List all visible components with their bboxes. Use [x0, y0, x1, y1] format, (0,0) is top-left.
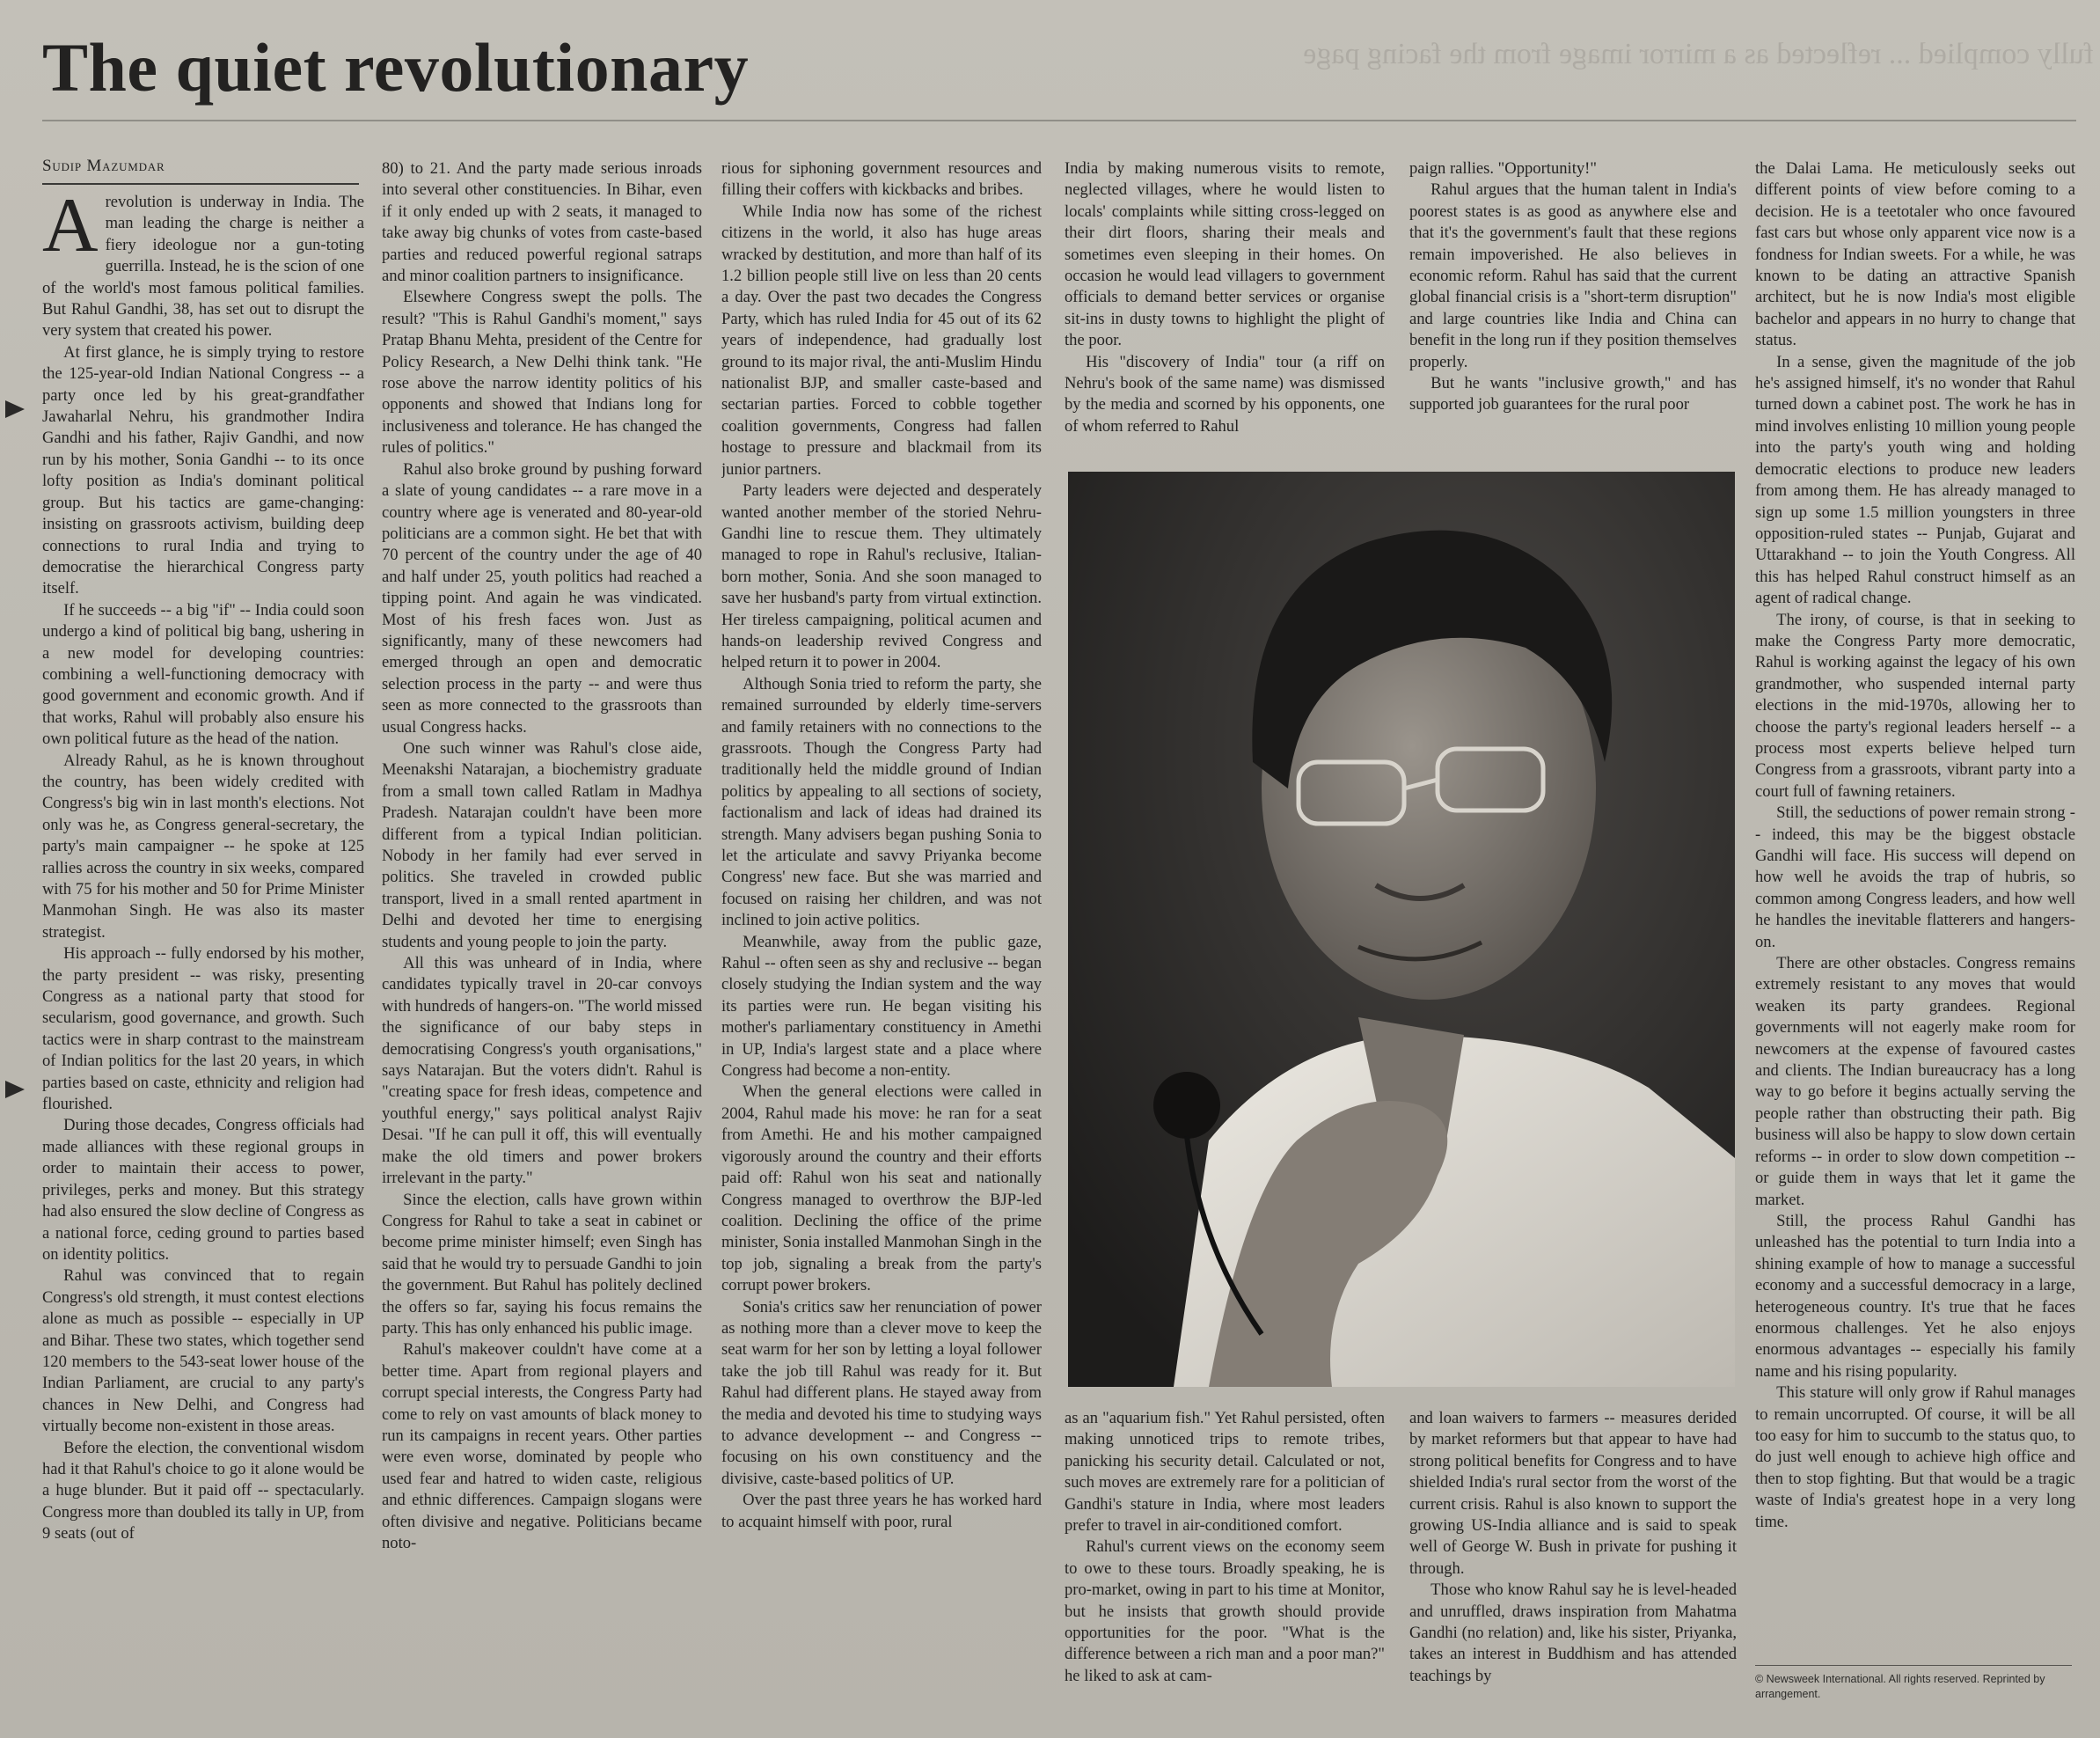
paragraph: Meanwhile, away from the public gaze, Rahul -- often seen as shy and reclusive -- began closely studying the Indian system and the way its parties were run. He began visiting his mother's parliamentary constituency in Amethi in UP, India's largest state and a place where Congress had become a non-entity. [721, 932, 1042, 1081]
paragraph: His approach -- fully endorsed by his mother, the party president -- was risky, presenting Congress as a national party that stood for secularism, good governance, and growth. Such tactics were in sharp contrast to the mainstream of Indian politics for the last 20 years, in which parties based on caste, ethnicity and religion had flourished. [42, 944, 364, 1114]
paragraph: Sonia's critics saw her renunciation of power as nothing more than a clever move to keep the seat warm for her son by letting a loyal follower take the job till Rahul was ready for it. But Rahul had different plans. He stayed away from the media and devoted his time to studying ways to advance development -- and Congress -- focusing on his own constituency and the divisive, caste-based politics of UP. [721, 1297, 1042, 1488]
paragraph: Rahul was convinced that to regain Congress's old strength, it must contest elections alone as much as possible -- especially in UP and Bihar. These two states, which together send 120 members to the 543-seat lower house of the Indian Parliament, are crucial to any party's chances in New Delhi, and Congress had virtually become non-existent in those areas. [42, 1266, 364, 1436]
paragraph: When the general elections were called in 2004, Rahul made his move: he ran for a seat from Amethi. He and his mother campaigned vigorously around the country and their efforts paid off: Rahul won his seat and nationally Congress managed to overthrow the BJP-led coalition. Declining the office of the prime minister, Sonia installed Manmohan Singh in the top job, signaling a break from the party's corrupt power brokers. [721, 1082, 1042, 1295]
paragraph: Rahul argues that the human talent in India's poorest states is as good as anywhere else and that it's the government's fault that these regions remain impoverished. He also believes in economic reform. Rahul has said that the current global financial crisis is a "short-term disruption" and large countries like India and China can benefit in the long run if they position themselves properly. [1409, 180, 1737, 371]
paragraph: Still, the process Rahul Gandhi has unleashed has the potential to turn India into a shining example of how to manage a successful economy and a successful democracy in a large, heterogeneous country. It's true that he faces enormous challenges. Yet he also enjoys enormous advantages -- especially his family name and his rising popularity. [1755, 1211, 2075, 1381]
paragraph: Since the election, calls have grown within Congress for Rahul to take a seat in cabinet or become prime minister himself; even Singh has said that he would try to persuade Gandhi to join the government. But Rahul has politely declined the offers so far, saying his focus remains the party. This has only enhanced his public image. [382, 1190, 702, 1338]
paragraph: At first glance, he is simply trying to restore the 125-year-old Indian National Congress -- a party once led by his great-grandfather Jawaharlal Nehru, his grandmother Indira Gandhi and his father, Rajiv Gandhi, and now run by his mother, Sonia Gandhi -- to its once lofty position as India's dominant political group. But his tactics are game-changing: insisting on grassroots activism, building deep connections to rural India and trying to democratise the hierarchical Congress party itself. [42, 342, 364, 598]
paragraph: Rahul also broke ground by pushing forward a slate of young candidates -- a rare move in a country where age is venerated and 80-year-old politicians are a common sight. He bet that with 70 percent of the country under the age of 40 and half under 25, youth politics had reached a tipping point. And again he was vindicated. Most of his fresh faces won. Just as significantly, many of these newcomers had emerged through an open and democratic selection process in the party -- and were thus seen as more connected to the grassroots than usual Congress hacks. [382, 459, 702, 737]
copyright-credit: © Newsweek International. All rights reserved. Reprinted by arrangement. [1755, 1673, 2045, 1700]
article-column-1 [42, 192, 364, 1705]
article-column-4-top [1065, 158, 1385, 453]
portrait-photo [1068, 472, 1735, 1387]
byline: Sudip Mazumdar [42, 157, 359, 185]
article-column-5-top [1409, 158, 1737, 453]
paragraph: There are other obstacles. Congress remains extremely resistant to any moves that would weaken its party grandees. Regional governments will not eagerly make room for newcomers at the expense of favoured castes and clients. The Indian bureaucracy has a long way to go before it begins actually serving the people rather than obstructing their path. Big business will also be happy to slow down certain reforms -- in order to slow down competition -- or guide them in ways that let it game the market. [1755, 954, 2075, 1209]
article-column-3 [721, 158, 1042, 1707]
paragraph: and loan waivers to farmers -- measures derided by market reformers but that appear to have had strong political benefits for Congress and to have shielded India's rural sector from the worst of the current crisis. Rahul is also known to support the growing US-India alliance and is said to speak well of George W. Bush in private for pushing it through. [1409, 1409, 1737, 1578]
paragraph: One such winner was Rahul's close aide, Meenakshi Natarajan, a biochemistry graduate from a small town called Ratlam in Madhya Pradesh. Natarajan couldn't have been more different from a typical Indian politician. Nobody in her family had ever served in politics. She traveled in crowded public transport, lived in a small rented apartment in Delhi and devoted her time to energising students and young people to join the party. [382, 738, 702, 951]
paragraph: Over the past three years he has worked hard to acquaint himself with poor, rural [721, 1491, 1042, 1531]
headline: The quiet revolutionary [42, 29, 750, 106]
paragraph: All this was unheard of in India, where candidates typically travel in 20-car convoys with hundreds of hangers-on. "The world missed the significance of our baby steps in democratising Congress's youth organisations," says Natarajan. But the voters didn't. Rahul is "creating space for fresh ideas, competence and youthful energy," says political analyst Rajiv Desai. "If he can pull it off, this will eventually make the old timers and power brokers irrelevant in the party." [382, 954, 702, 1188]
article-column-6 [1755, 158, 2075, 1654]
paragraph: During those decades, Congress officials had made alliances with these regional groups in order to maintain their access to power, privileges, perks and money. But this strategy had also ensured the slow decline of Congress as a national force, ceding ground to parties based on identity politics. [42, 1116, 364, 1264]
paragraph: In a sense, given the magnitude of the job he's assigned himself, it's no wonder that Rahul turned down a cabinet post. The work he has in mind involves enlisting 10 million young people into the party's youth wing and holding democratic elections to produce new leaders from among them. He has already managed to sign up some 1.5 million youngsters in three opposition-ruled states -- Punjab, Gujarat and Uttarakhand -- to join the Youth Congress. All this has helped Rahul construct himself as an agent of radical change. [1755, 352, 2075, 608]
drop-cap: A [42, 192, 99, 268]
paragraph: paign rallies. "Opportunity!" [1409, 159, 1597, 178]
top-rule [42, 120, 2076, 121]
paragraph: His "discovery of India" tour (a riff on Nehru's book of the same name) was dismissed by the media and scorned by his opponents, one of whom referred to Rahul [1065, 352, 1385, 436]
article-column-5-bottom [1409, 1408, 1737, 1707]
paragraph: The irony, of course, is that in seeking to make the Congress Party more democratic, Rahul is working against the legacy of his own grandmother, who suspended internal party elections in the mid-1970s, allowing her to choose the party's regional leaders herself -- a process most experts believe helped turn Congress from a grassroots, vibrant party into a court full of fawning retainers. [1755, 610, 2075, 801]
paragraph: Elsewhere Congress swept the polls. The result? "This is Rahul Gandhi's moment," says Pratap Bhanu Mehta, president of the Centre for Policy Research, a New Delhi think tank. "He rose above the narrow identity politics of his opponents and showed that Indians long for inclusiveness and tolerance. He has changed the rules of politics." [382, 288, 702, 458]
paragraph: Rahul's makeover couldn't have come at a better time. Apart from regional players and corrupt special interests, the Congress Party had come to rely on vast amounts of black money to run its campaigns in recent years. Other parties were even worse, dominated by people who used fear and hatred to widen caste, religious and ethnic differences. Campaign slogans were often divisive and negative. Politicians became noto- [382, 1340, 702, 1552]
paragraph: Before the election, the conventional wisdom had it that Rahul's choice to go it alone would be a huge blunder. But it paid off -- spectacularly. Congress more than doubled its tally in UP, from 9 seats (out of [42, 1438, 364, 1544]
lead-paragraph: Arevolution is underway in India. The man leading the charge is neither a fiery ideologue nor a gun-toting guerrilla. Instead, he is the scion of one of the world's most famous political families. But Rahul Gandhi, 38, has set out to disrupt the very system that created his power. [42, 192, 364, 341]
paragraph: India by making numerous visits to remote, neglected villages, where he would listen to locals' complaints while sitting cross-legged on their dirt floors, sharing their meals and sometimes even sleeping in their homes. On occasion he would lead villagers to government officials to demand better services or organise sit-ins in dusty towns to highlight the plight of the poor. [1065, 159, 1385, 350]
bleed-through-text: fully complied ... reflected as a mirror image from the facing page [1303, 38, 2094, 70]
paragraph: 80) to 21. And the party made serious inroads into several other constituencies. In Bihar, even if it only ended up with 2 seats, it managed to take away big chunks of votes from caste-based parties and reduced powerful regional satraps and minor coalition partners to insignificance. [382, 159, 702, 286]
article-column-4-bottom [1065, 1408, 1385, 1707]
paragraph: This stature will only grow if Rahul manages to remain uncorrupted. Of course, it will be all too easy for him to succumb to the status quo, to do just well enough to achieve high office and then to stop fighting. But that would be a tragic waste of India's greatest hope in a very long time. [1755, 1383, 2075, 1531]
paragraph: the Dalai Lama. He meticulously seeks out different points of view before coming to a decision. He is a teetotaler who once favoured fast cars but whose only apparent vice now is a fondness for Indian sweets. For a while, he was known to be dating an attractive Spanish architect, but he is now India's most eligible bachelor and appears in no hurry to change that status. [1755, 159, 2075, 350]
credit-rule [1755, 1665, 2072, 1666]
portrait-photo-icon [1068, 472, 1735, 1387]
paragraph: as an "aquarium fish." Yet Rahul persisted, often making unnoticed trips to remote tribes, panicking his security detail. Calculated or not, such moves are extremely rare for a politician of Gandhi's stature in India, where most leaders prefer to travel in air-conditioned comfort. [1065, 1409, 1385, 1536]
paragraph: Party leaders were dejected and desperately wanted another member of the storied Nehru-Gandhi line to rescue them. They ultimately managed to rope in Rahul's reclusive, Italian-born mother, Sonia. And she soon managed to save her husband's party from virtual extinction. Her tireless campaigning, political acumen and hands-on leadership revived Congress and helped return it to power in 2004. [721, 481, 1042, 672]
paragraph: If he succeeds -- a big "if" -- India could soon undergo a kind of political big bang, ushering in a new model for developing countries: combining a well-functioning democracy with good government and economic growth. And if that works, Rahul will probably also ensure his own political future as the head of the nation. [42, 600, 364, 749]
arrow-marker-icon [5, 400, 25, 418]
paragraph: Those who know Rahul say he is level-headed and unruffled, draws inspiration from Mahatma Gandhi (no relation) and, like his sister, Priyanka, takes an interest in Buddhism and has attended teachings by [1409, 1580, 1737, 1685]
paragraph: Rahul's current views on the economy seem to owe to these tours. Broadly speaking, he is pro-market, owing in part to his time at Monitor, but he insists that growth should provide opportunities for the poor. "What is the difference between a rich man and a poor man?" he liked to ask at cam- [1065, 1537, 1385, 1685]
paragraph: While India now has some of the richest citizens in the world, it also has huge areas wracked by destitution, and more than half of its 1.2 billion people still live on less than 20 cents a day. Over the past two decades the Congress Party, which has ruled India for 45 out of its 62 years of independence, had gradually lost ground to its major rival, the anti-Muslim Hindu nationalist BJP, and smaller caste-based and sectarian parties. Forced to cobble together coalition governments, Congress had fallen hostage to pressure and blackmail from its junior partners. [721, 202, 1042, 479]
paragraph: rious for siphoning government resources and filling their coffers with kickbacks and bribes. [721, 159, 1042, 200]
paragraph: Already Rahul, as he is known throughout the country, has been widely credited with Congress's big win in last month's elections. Not only was he, as Congress general-secretary, the party's main campaigner -- he spoke at 125 rallies across the country in six weeks, compared with 75 for his mother and 50 for Prime Minister Manmohan Singh. He was also its master strategist. [42, 751, 364, 942]
paragraph: But he wants "inclusive growth," and has supported job guarantees for the rural poor [1409, 374, 1737, 414]
article-column-2 [382, 158, 702, 1707]
arrow-marker-icon [5, 1081, 25, 1098]
paragraph: Still, the seductions of power remain strong -- indeed, this may be the biggest obstacle Gandhi will face. His success will depend on how well he avoids the trap of hubris, so common among Congress leaders, and how well he handles the inevitable flatterers and hangers-on. [1755, 803, 2075, 951]
paragraph: Although Sonia tried to reform the party, she remained surrounded by elderly time-servers and family retainers with no connections to the grassroots. Though the Congress Party had traditionally held the middle ground of Indian politics by appealing to all sections of society, factionalism and lack of ideas had drained its strength. Many advisers began pushing Sonia to let the articulate and savvy Priyanka become Congress' new face. But she was married and focused on raising her children, and was not inclined to join active politics. [721, 674, 1042, 930]
